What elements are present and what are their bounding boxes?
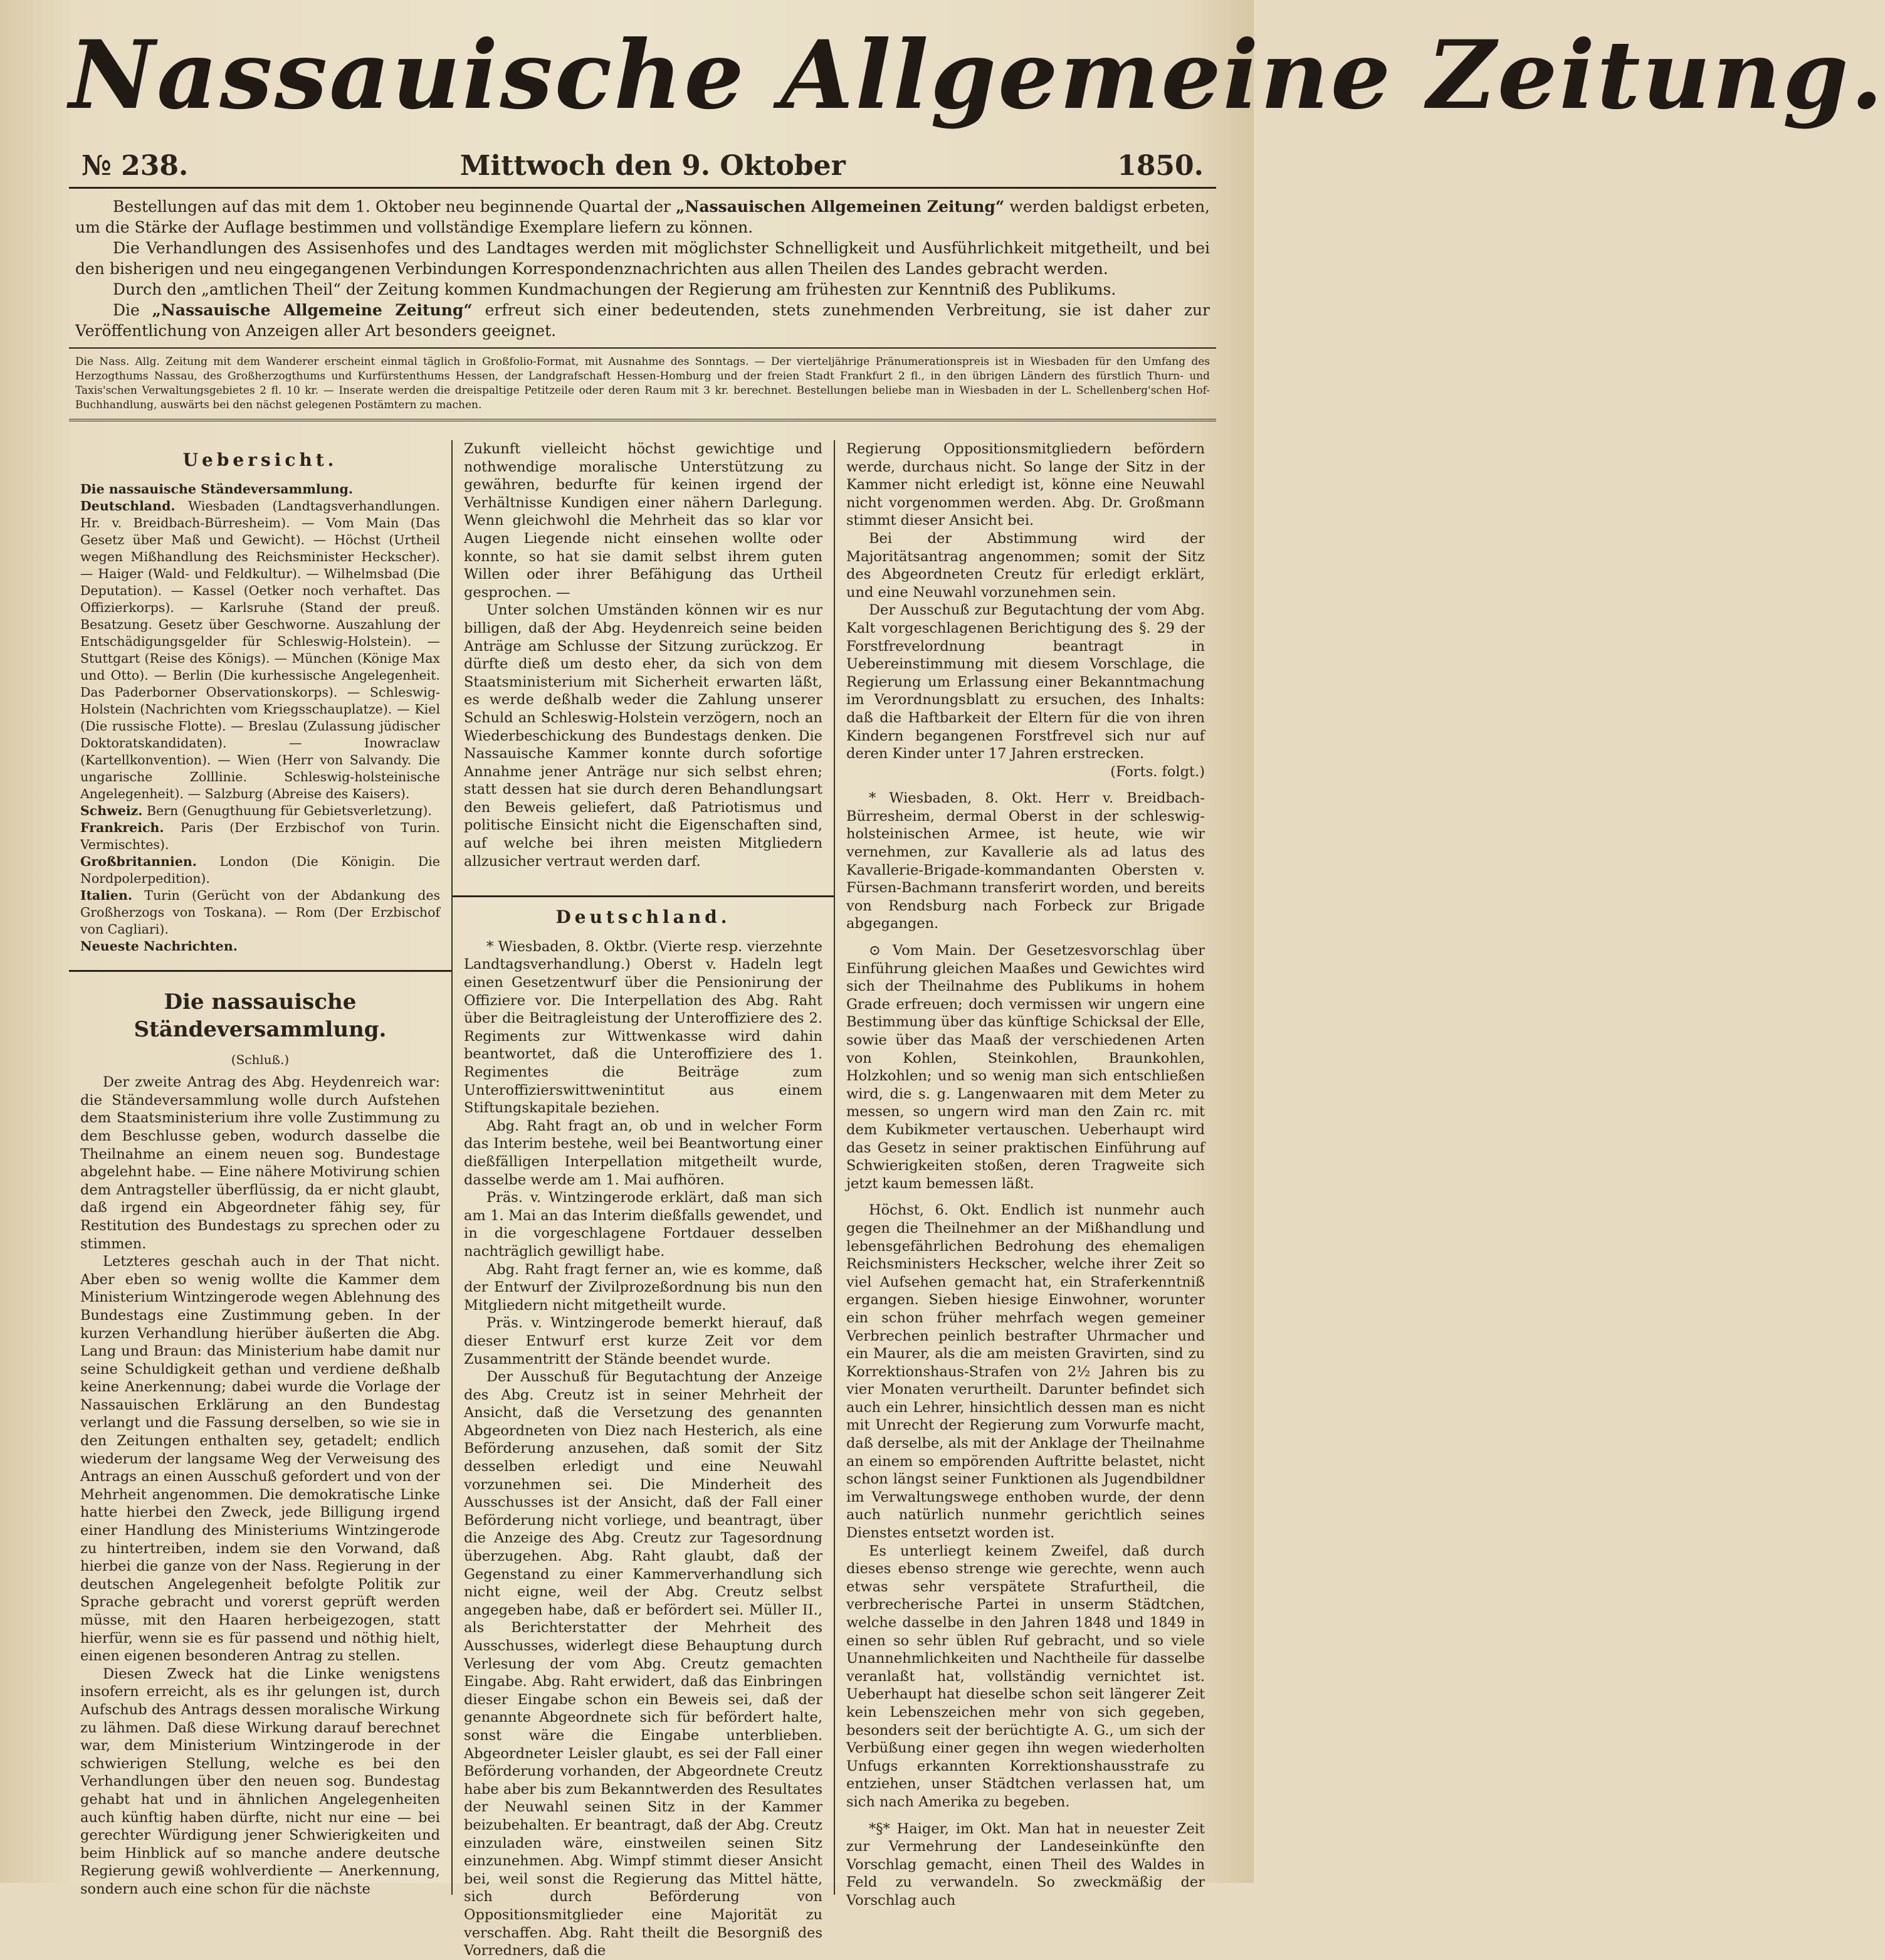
article-paragraph: Regierung Oppositionsmitgliedern befördern werde, durchaus nicht. So lange der Sitz in der Kammer nicht erledigt ist, könne eine Neuwahl nicht vorgenommen werden. Abg. Dr. Großmann stimmt dieser Ansicht bei. [846,441,1205,529]
overview-label: Schweiz. [80,803,143,818]
notice-paragraph [75,300,1210,341]
notice-paragraph: Die Verhandlungen des Assisenhofes und des Landtages werden mit möglichster Schnelligkeit und Ausführlichkeit mitgetheilt, und bei den bisherigen und neu eingegangenen Verbindungen Korrespondenznachrichten aus allen Theilen des Landes gebracht werden. [75,239,1210,278]
overview-label: Die nassauische Ständeversammlung. [80,481,353,497]
issue-year: 1850. [1117,150,1204,182]
overview-heading: Uebersicht. [182,450,338,470]
overview-text: Turin (Gerücht von der Abdankung des Großherzogs von Toskana). — Rom (Der Erzbischof von Cagliari). [80,887,440,937]
article-paragraph: Der Ausschuß zur Begutachtung der vom Abg. Kalt vorgeschlagenen Berichtigung des §. 29 der Forstfrevelordnung beantragt in Uebereinstimmung mit diesem Vorschlage, die Regierung um Erlassung einer Bekanntmachung im Verordnungsblatt zu ersuchen, des Inhalts: daß die Haftbarkeit der Eltern für die von ihren Kindern begangenen Forstfrevel sich nur auf deren Kinder unter 17 Jahren erstrecken. [846,602,1205,762]
article-paragraph: Abg. Raht fragt an, ob und in welcher Form das Interim bestehe, weil bei Beantwortung einer dießfälligen Interpellation mitgetheilt wurde, dasselbe werde am 1. Mai aufhören. [464,1117,822,1188]
overview-label: Frankreich. [80,819,164,835]
article-paragraph: * Wiesbaden, 8. Oktbr. (Vierte resp. vierzehnte Landtagsverhandlung.) Oberst v. Hadeln legt einen Gesetzentwurf über die Pensionirung der Offiziere vor. Die Interpellation des Abg. Raht über die Beitragleistung der Unteroffiziere des 2. Regiments zur Wittwenkasse wird dahin beantwortet, daß die Unteroffiziere des 1. Regimentes die Beiträge zum Unteroffizierswittwenintitut aus einem Stiftungskapitale beziehen. [464,938,822,1117]
notice-text: werden baldigst erbeten, um die Stärke der Auflage bestimmen und vollständige Exemplare liefern zu können. [75,198,1210,236]
overview-entry [80,887,440,938]
column-2 [451,440,834,1959]
article-columns [69,440,1216,1959]
article-paragraph: * Wiesbaden, 8. Okt. Herr v. Breidbach-Bürresheim, dermal Oberst in der schleswig-holsteinischen Armee, ist heute, wie wir vernehmen, zur Kavallerie als ad latus des Kavallerie-Brigade-kommandanten Obersten v. Fürsen-Bachmann transferirt worden, und bereits von Rendsburg nach Forbeck zur Brigade abgegangen. [846,790,1205,932]
article-subtitle: (Schluß.) [231,1051,290,1067]
article-paragraph: Es unterliegt keinem Zweifel, daß durch dieses ebenso strenge wie gerechte, wenn auch etwas sehr verspätete Strafurtheil, die verbrecherische Partei in unserm Städtchen, welche dasselbe in den Jahren 1848 und 1849 in einen so sehr üblen Ruf gebracht, und so viele Unannehmlichkeiten und Nachtheile für dasselbe veranlaßt hat, vollständig vernichtet ist. Ueberhaupt hat dieselbe schon seit längerer Zeit kein Lebenszeichen mehr von sich gegeben, besonders seit der berüchtigte A. G., um sich der Verbüßung einer gegen ihn wegen wiederholten Unfugs erkannten Korrektionshausstrafe zu entziehen, unser Städtchen verlassen hat, um sich nach Amerika zu begeben. [846,1542,1205,1810]
article-paragraph: Höchst, 6. Okt. Endlich ist nunmehr auch gegen die Theilnehmer an der Mißhandlung und lebensgefährlichen Bedrohung des ehemaligen Reichsministers Heckscher, welche ihrer Zeit so viel Aufsehen gemacht hat, ein Straferkenntniß ergangen. Sieben hiesige Einwohner, worunter ein schon früher mehrfach wegen gemeiner Verbrechen peinlich bestrafter Uhrmacher und ein Maurer, als die am meisten Gravirten, sind zu Korrektionshaus-Strafen von 2½ Jahren bis zu vier Monaten verurtheilt. Darunter befindet sich auch ein Lehrer, hinsichtlich dessen man es nicht mit Unrecht der Regierung zum Vorwurfe macht, daß derselbe, als mit der Anklage der Theilnahme an einem so empörenden Auftritte belastet, nicht schon längst seiner Funktionen als Jugendbildner im Verwaltungswege enthoben wurde, der denn auch natürlich nunmehr gerichtlich seines Dienstes entsetzt worden ist. [846,1202,1205,1542]
article-paragraph: Der zweite Antrag des Abg. Heydenreich war: die Ständeversammlung wolle durch Aufstehen dem Staatsministerium ihre volle Zustimmung zu dem Beschlusse geben, wodurch dasselbe die Theilnahme an einem neuen sog. Bundestage abgelehnt habe. — Eine nähere Motivirung schien dem Antragsteller überflüssig, da er nicht glaubt, daß irgend ein Abgeordneter fähig sey, für Restitution des Bundestags zu sprechen oder zu stimmen. [80,1074,440,1252]
article-title: Die nassauische Ständeversammlung. [134,989,387,1042]
masthead-title: Nassauische Allgemeine Zeitung. [69,20,1885,130]
section-divider [69,970,451,972]
overview-text: Bern (Genugthuung für Gebietsverletzung). [142,803,432,818]
subscription-terms: Die Nass. Allg. Zeitung mit dem Wanderer erscheint einmal täglich in Großfolio-Format, mit Ausnahme des Sonntags. — Der vierteljährige Pränumerationspreis ist in Wiesbaden für den Umfang des Herzogthums Nassau, des Großherzogthums und Kurfürstenthums Hessen, der Landgrafschaft Hessen-Homburg und der freien Stadt Frankfurt 2 fl., in den übrigen Ländern des fürstlich Thurn- und Taxis'schen Verwaltungsgebietes 2 fl. 10 kr. — Inserate werden die dreispaltige Petitzeile oder deren Raum mit 3 kr. berechnet. Bestellungen beliebe man in Wiesbaden in der L. Schellenberg'schen Hof-Buchhandlung, auswärts bei den nächst gelegenen Postämtern zu machen. [75,356,1210,411]
continuation-note: (Forts. folgt.) [1110,763,1205,780]
notice-emphasis: „Nassauischen Allgemeinen Zeitung“ [676,198,1005,216]
notice-text: Die [113,301,152,319]
article-paragraph: Der Ausschuß für Begutachtung der Anzeige des Abg. Creutz ist in seiner Mehrheit der Ansicht, daß die Versetzung des genannten Abgeordneten von Diez nach Hesterich, als eine Beförderung anzusehen, daß somit der Sitz desselben erledigt und eine Neuwahl vorzunehmen sei. Die Minderheit des Ausschusses ist der Ansicht, daß der Fall einer Beförderung nicht vorliege, und beantragt, über die Anzeige des Abg. Creutz zur Tagesordnung überzugehen. Abg. Raht glaubt, daß der Gegenstand zu einer Kammerverhandlung sich nicht eigne, weil der Abg. Creutz selbst angegeben habe, daß er befördert sei. Müller II., als Berichterstatter der Mehrheit des Ausschusses, widerlegt diese Behauptung durch Verlesung der vom Abg. Creutz gemachten Eingabe. Abg. Raht erwidert, daß das Einbringen dieser Eingabe schon ein Beweis sei, daß der genannte Abgeordnete sich für befördert halte, sonst wäre die Eingabe unterblieben. Abgeordneter Leisler glaubt, es sei der Fall einer Beförderung vorhanden, der Abgeordnete Creutz habe aber bis zum Bekanntwerden des Resultates der Neuwahl seinen Sitz in der Kammer beizubehalten. Er beantragt, daß der Abg. Creutz einzuladen wäre, einstweilen seinen Sitz einzunehmen. Abg. Wimpf stimmt dieser Ansicht bei, weil sonst die Regierung das Mittel hätte, sich durch Beförderung von Oppositionsmitglieder eine Majorität zu verschaffen. Abg. Raht theilt die Besorgniß des Vorredners, daß die [464,1369,822,1959]
overview-entry [80,819,440,853]
article-paragraph: Bei der Abstimmung wird der Majoritätsantrag angenommen; somit der Sitz des Abgeordneten Creutz für erledigt erklärt, und eine Neuwahl vorzunehmen sein. [846,530,1205,601]
article-paragraph: Letzteres geschah auch in der That nicht. Aber eben so wenig wollte die Kammer dem Ministerium Wintzingerode wegen Ablehnung des Bundestags eine Zustimmung geben. In der kurzen Verhandlung hierüber äußerten die Abg. Lang und Braun: das Ministerium habe damit nur seine Schuldigkeit gethan und verdiene deßhalb keine Anerkennung; dabei wurde die Vorlage der Nassauischen Erklärung an den Bundestag verlangt und die Fassung derselben, so wie sie in den Zeitungen enthalten sey, getadelt; endlich wiederum der langsame Weg der Verweisung des Antrags an einen Ausschuß gefordert und von der Mehrheit angenommen. Die demokratische Linke hatte hierbei den Zweck, jede Billigung irgend einer Handlung des Ministeriums Wintzingerode zu hintertreiben, indem sie den Vorwand, daß hierbei die ganze von der Nass. Regierung in der deutschen Angelegenheit befolgte Politik zur Sprache gebracht und vorerst geprüft werden müsse, mit den Haaren herbeigezogen, statt hierfür, wenn sie es für passend und nöthig hielt, einen eigenen besonderen Antrag zu stellen. [80,1253,440,1665]
overview-entry [80,938,440,955]
divider [69,347,1216,349]
overview-entry [80,853,440,887]
overview-text: Paris (Der Erzbischof von Turin. Vermischtes). [80,819,440,852]
article-paragraph: Abg. Raht fragt ferner an, wie es komme, daß der Entwurf der Zivilprozeßordnung bis nun den Mitgliedern nicht mitgetheilt wurde. [464,1261,822,1314]
overview-entry [80,803,440,819]
subscription-notice [75,196,1210,341]
overview-entry [80,481,440,498]
notice-paragraph [75,196,1210,238]
overview-text: London (Die Königin. Die Nordpolerpedition). [80,853,440,886]
article-paragraph: Zukunft vielleicht höchst gewichtige und nothwendige moralische Unterstützung zu gewähren, bedurfte für keinen irgend der Verhältnisse Kundigen einer nähern Darlegung. Wenn gleichwohl die Mehrheit das so klar vor Augen Liegende nicht einsehen wollte oder konnte, so hat sie damit selbst ihrem guten Willen oder ihrer Befähigung das Urtheil gesprochen. — [464,441,822,601]
notice-paragraph: Durch den „amtlichen Theil“ der Zeitung kommen Kundmachungen der Regierung am frühesten zur Kenntniß des Publikums. [113,280,1116,298]
article-paragraph: Präs. v. Wintzingerode erklärt, daß man sich am 1. Mai an das Interim dießfalls gewendet, und in die vorgeschlagene Fortdauer desselben nachträglich gewilligt habe. [464,1189,822,1260]
notice-emphasis: „Nassauische Allgemeine Zeitung“ [152,301,473,319]
article-paragraph: Präs. v. Wintzingerode bemerkt hierauf, daß dieser Entwurf erst kurze Zeit vor dem Zusammentritt der Stände beendet wurde. [464,1315,822,1367]
divider [69,419,1216,421]
notice-text: erfreut sich einer bedeutenden, stets zunehmenden Verbreitung, sie ist daher zur Veröffentlichung von Anzeigen aller Art besonders geeignet. [75,301,1210,340]
column-3 [834,440,1216,1909]
dateline [69,144,1216,189]
overview-label: Deutschland. [80,498,176,514]
article-paragraph: Diesen Zweck hat die Linke wenigstens insofern erreicht, als es ihr gelungen ist, durch Aufschub des Antrags dessen moralische Wirkung zu lähmen. Daß diese Wirkung darauf berechnet war, dem Ministerium Wintzingerode in der schwierigen Stellung, welche es bei den Verhandlungen über den neuen sog. Bundestag gehabt hat und in ähnlichen Angelegenheiten auch künftig haben dürfte, nicht nur eine — bei gerechter Würdigung jener Schwierigkeiten und beim Hinblick auf so manche andere deutsche Regierung gewiß wohlverdiente — Anerkennung, sondern auch eine schon für die nächste [80,1665,440,1897]
overview-entry [80,498,440,803]
notice-text: Bestellungen auf das mit dem 1. Oktober neu beginnende Quartal der [113,198,676,216]
section-divider [453,895,834,897]
overview-text: Wiesbaden (Landtagsverhandlungen. Hr. v. Breidbach-Bürresheim). — Vom Main (Das Gesetz über Maß und Gewicht). — Höchst (Urtheil wegen Mißhandlung des Reichsminister Heckscher). — Haiger (Wald- und Feldkultur). — Wilhelmsbad (Die Deputation). — Kassel (Oetker noch verhaftet. Das Offizierkorps). — Karlsruhe (Stand der preuß. Besatzung. Gesetz über Geschworne. Auszahlung der Entschädigungsgelder für Schleswig-Holstein). — Stuttgart (Reise des Königs). — München (Könige Max und Otto). — Berlin (Die kurhessische Angelegenheit. Das Paderborner Observationskorps). — Schleswig-Holstein (Nachrichten vom Kriegsschauplatze). — Kiel (Die russische Flotte). — Breslau (Zulassung jüdischer Doktoratskandidaten). — Inowraclaw (Kartellkonvention). — Wien (Herr von Salvandy. Die ungarische Zolllinie. Schleswig-holsteinische Angelegenheit). — Salzburg (Abreise des Kaisers). [80,498,440,801]
section-heading: Deutschland. [555,907,731,928]
issue-number: № 238. [81,150,189,182]
article-paragraph: Unter solchen Umständen können wir es nur billigen, daß der Abg. Heydenreich seine beiden Anträge am Schlusse der Sitzung zurückzog. Er dürfte dieß um desto eher, da sich von dem Staatsministerium mit Sicherheit erwarten läßt, es werde deßhalb weder die Zahlung unserer Schuld an Schleswig-Holstein verzögern, noch an Wiederbeschickung des Bundestags denken. Die Nassauische Kammer konnte durch sofortige Annahme jener Anträge nur sich selbst ehren; statt dessen hat sie durch deren Behandlungsart den Beweis geliefert, daß Patriotismus und politische Einsicht nicht die Eigenschaften sind, auf welche bei ihren meisten Mitgliedern allzusicher vertraut werden darf. [464,602,822,870]
overview-label: Großbritannien. [80,853,197,869]
column-1 [69,440,451,1895]
article-paragraph: *§* Haiger, im Okt. Man hat in neuester Zeit zur Vermehrung der Landeseinkünfte den Vorschlag gemacht, einen Theil des Waldes in Feld zu verwandeln. So zweckmäßig der Vorschlag auch [846,1820,1205,1909]
article-paragraph: ⊙ Vom Main. Der Gesetzesvorschlag über Einführung gleichen Maaßes und Gewichtes wird sich der Theilnahme des Publikums in hohem Grade erfreuen; doch vermissen wir ungern eine Bestimmung über das künftige Schicksal der Elle, sowie über das Maaß der verschiedenen Arten von Kohlen, Steinkohlen, Braunkohlen, Holzkohlen; und so wenig man sich entschließen wird, die s. g. Langenwaaren mit dem Meter zu messen, so ungern wird man den Zain rc. mit dem Kubikmeter vertauschen. Ueberhaupt wird das Gesetz in seiner praktischen Einführung auf Schwierigkeiten stoßen, deren Tragweite sich jetzt kaum bemessen läßt. [846,942,1205,1192]
overview-label: Italien. [80,887,133,903]
issue-date: Mittwoch den 9. Oktober [459,150,846,182]
overview-label: Neueste Nachrichten. [80,938,238,954]
